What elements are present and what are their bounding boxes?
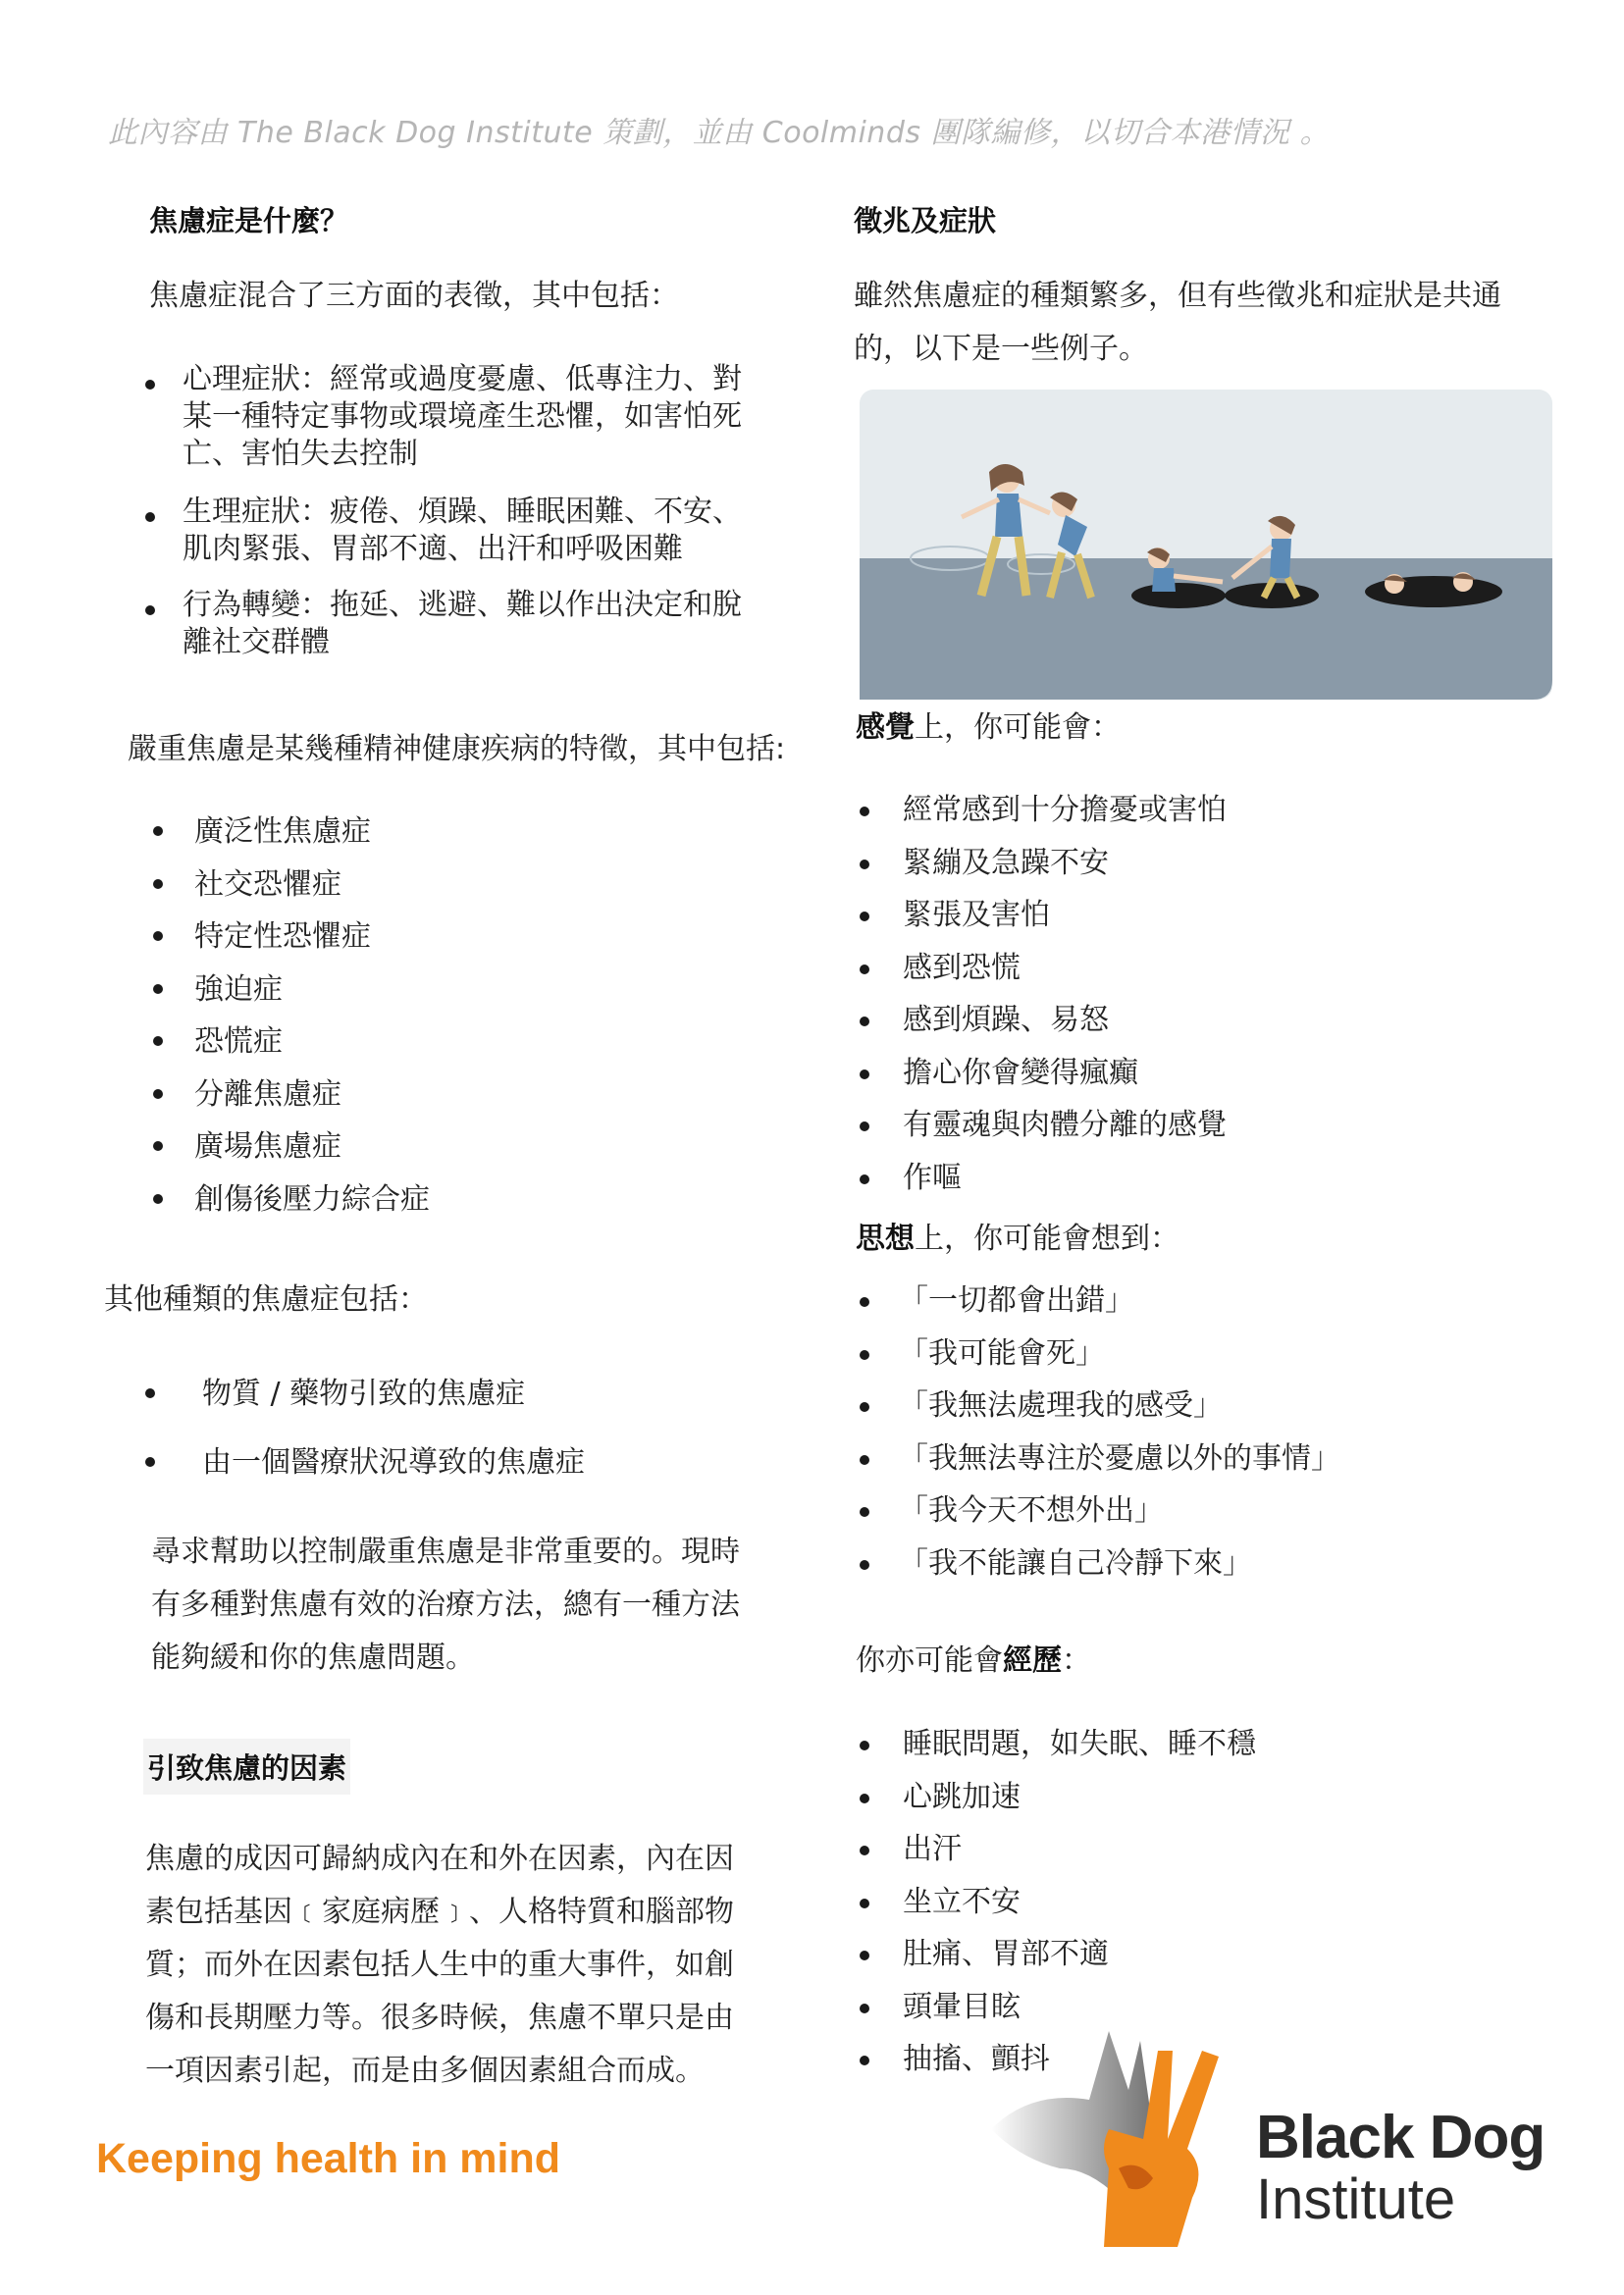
paragraph-line: 質；而外在因素包括人生中的重大事件，如創 — [145, 1948, 734, 1982]
bullet-icon — [860, 2004, 869, 2013]
bullet-icon — [860, 1121, 869, 1131]
list-item: 作嘔 — [860, 1153, 1546, 1206]
aspect-line: 離社交群體 — [183, 625, 330, 659]
thoughts-list — [860, 1276, 1566, 1591]
list-item: 「一切都會出錯」 — [860, 1276, 1566, 1329]
list-item: 緊繃及急躁不安 — [860, 838, 1546, 891]
bullet-icon — [860, 1794, 869, 1803]
thoughts-keyword: 思想 — [856, 1222, 915, 1256]
logo-text-institute: Institute — [1256, 2167, 1456, 2231]
aspect-line: 心理症狀：經常或過度憂慮、低專注力、對 — [183, 362, 742, 396]
paragraph-line: 一項因素引起，而是由多個因素組合而成。 — [145, 2054, 705, 2088]
bullet-icon — [145, 1457, 155, 1467]
paragraph-line: 焦慮的成因可歸納成內在和外在因素，內在因 — [145, 1842, 734, 1876]
list-item: 「我可能會死」 — [860, 1329, 1566, 1382]
footer-slogan: Keeping health in mind — [96, 2135, 561, 2182]
bullet-icon — [153, 931, 163, 941]
signs-intro — [854, 270, 1501, 376]
paragraph-line: 的，以下是一些例子。 — [854, 332, 1148, 366]
bullet-icon — [860, 1741, 869, 1750]
list-item: 心跳加速 — [860, 1772, 1546, 1825]
list-item: 頭暈目眩 — [860, 1982, 1546, 2035]
paragraph-line: 有多種對焦慮有效的治療方法，總有一種方法 — [151, 1588, 740, 1622]
bullet-icon — [153, 984, 163, 994]
list-item: 抽搐、顫抖 — [860, 2034, 1546, 2087]
bullet-icon — [860, 1174, 869, 1184]
list-item: 坐立不安 — [860, 1877, 1546, 1930]
aspect-line: 某一種特定事物或環境產生恐懼，如害怕死 — [183, 399, 742, 434]
bullet-icon — [860, 1455, 869, 1465]
bullet-icon — [860, 1017, 869, 1026]
bullet-icon — [153, 1194, 163, 1204]
bullet-icon — [860, 1560, 869, 1570]
paragraph-line: 傷和長期壓力等。很多時候，焦慮不單只是由 — [145, 2001, 734, 2035]
feelings-list — [860, 785, 1546, 1205]
bullet-icon — [860, 1899, 869, 1908]
list-item: 睡眠問題，如失眠、睡不穩 — [860, 1719, 1546, 1772]
bullet-icon — [860, 2056, 869, 2065]
causes-heading: 引致焦慮的因素 — [143, 1739, 350, 1795]
bullet-icon — [153, 1036, 163, 1046]
list-item: 「我不能讓自己冷靜下來」 — [860, 1539, 1566, 1591]
aspects-list — [145, 361, 793, 665]
bullet-icon — [145, 380, 155, 390]
list-item: 肚痛、胃部不適 — [860, 1929, 1546, 1982]
list-item: 物質 / 藥物引致的焦慮症 — [145, 1369, 783, 1437]
experiences-keyword: 經歷 — [1003, 1643, 1062, 1678]
list-item: 創傷後壓力綜合症 — [153, 1174, 742, 1227]
aspect-line: 生理症狀：疲倦、煩躁、睡眠困難、不安、 — [183, 495, 742, 529]
bullet-icon — [153, 826, 163, 836]
bullet-icon — [860, 1846, 869, 1855]
causes-paragraph — [145, 1833, 734, 2098]
list-item: 「我今天不想外出」 — [860, 1486, 1566, 1539]
what-is-anxiety-intro: 焦慮症混合了三方面的表徵，其中包括： — [149, 279, 679, 313]
list-item: 強迫症 — [153, 965, 742, 1017]
bullet-icon — [145, 1388, 155, 1398]
bullet-icon — [860, 1297, 869, 1307]
paragraph-line: 雖然焦慮症的種類繁多，但有些徵兆和症狀是共通 — [854, 279, 1501, 313]
thoughts-intro-text: 上，你可能會想到： — [915, 1222, 1179, 1256]
list-item — [145, 494, 793, 587]
bullet-icon — [860, 860, 869, 869]
bullet-icon — [153, 1141, 163, 1151]
bullet-icon — [145, 605, 155, 615]
list-item: 有靈魂與肉體分離的感覺 — [860, 1100, 1546, 1153]
list-item: 分離焦慮症 — [153, 1069, 742, 1122]
aspect-line: 肌肉緊張、胃部不適、出汗和呼吸困難 — [183, 532, 683, 566]
experiences-intro-text: 你亦可能會 — [856, 1643, 1003, 1678]
thoughts-intro — [856, 1213, 1179, 1266]
list-item: 感到恐慌 — [860, 943, 1546, 996]
help-paragraph — [151, 1526, 740, 1685]
experiences-intro-colon: ： — [1062, 1643, 1091, 1678]
bullet-icon — [860, 1069, 869, 1079]
what-is-anxiety-heading: 焦慮症是什麼？ — [149, 204, 349, 237]
severe-anxiety-intro: 嚴重焦慮是某幾種精神健康疾病的特徵，其中包括: — [128, 732, 786, 766]
feelings-keyword: 感覺 — [856, 710, 915, 745]
bullet-icon — [153, 1089, 163, 1099]
list-item: 廣場焦慮症 — [153, 1121, 742, 1174]
feelings-intro-text: 上，你可能會： — [915, 710, 1121, 745]
feelings-intro — [856, 702, 1121, 755]
hole-shape — [1131, 583, 1226, 608]
paragraph-line: 素包括基因﹝家庭病歷﹞、人格特質和腦部物 — [145, 1895, 734, 1929]
bullet-icon — [860, 807, 869, 816]
list-item: 緊張及害怕 — [860, 890, 1546, 943]
disorders-list — [153, 807, 742, 1226]
list-item: 廣泛性焦慮症 — [153, 807, 742, 860]
signs-heading: 徵兆及症狀 — [854, 204, 997, 237]
paragraph-line: 尋求幫助以控制嚴重焦慮是非常重要的。現時 — [151, 1535, 740, 1569]
bullet-icon — [860, 912, 869, 921]
list-item: 社交恐懼症 — [153, 860, 742, 913]
bullet-icon — [860, 1402, 869, 1412]
list-item — [145, 587, 793, 665]
anxiety-illustration — [860, 390, 1552, 700]
aspect-line: 亡、害怕失去控制 — [183, 437, 418, 471]
list-item: 出汗 — [860, 1824, 1546, 1877]
list-item: 恐慌症 — [153, 1017, 742, 1069]
logo-text-black-dog: Black Dog — [1256, 2104, 1545, 2171]
other-types-intro: 其他種類的焦慮症包括： — [104, 1282, 428, 1317]
bullet-icon — [860, 1350, 869, 1360]
bullet-icon — [860, 965, 869, 974]
list-item: 由一個醫療狀況導致的焦慮症 — [145, 1437, 783, 1506]
other-types-list — [145, 1369, 783, 1506]
list-item: 經常感到十分擔憂或害怕 — [860, 785, 1546, 838]
list-item: 「我無法專注於憂慮以外的事情」 — [860, 1434, 1566, 1487]
list-item: 特定性恐懼症 — [153, 912, 742, 965]
aspect-line: 行為轉變：拖延、逃避、難以作出決定和脫 — [183, 588, 742, 622]
list-item: 感到煩躁、易怒 — [860, 995, 1546, 1048]
credit-line: 此內容由 The Black Dog Institute 策劃，並由 Coolminds 團隊編修，以切合本港情況 。 — [108, 116, 1331, 150]
bullet-icon — [153, 879, 163, 889]
list-item: 「我無法處理我的感受」 — [860, 1381, 1566, 1434]
list-item: 擔心你會變得瘋癲 — [860, 1048, 1546, 1101]
bullet-icon — [860, 1507, 869, 1517]
bullet-icon — [145, 512, 155, 522]
paragraph-line: 能夠緩和你的焦慮問題。 — [151, 1641, 475, 1675]
bullet-icon — [860, 1951, 869, 1960]
experiences-intro — [856, 1635, 1091, 1688]
list-item — [145, 361, 793, 494]
